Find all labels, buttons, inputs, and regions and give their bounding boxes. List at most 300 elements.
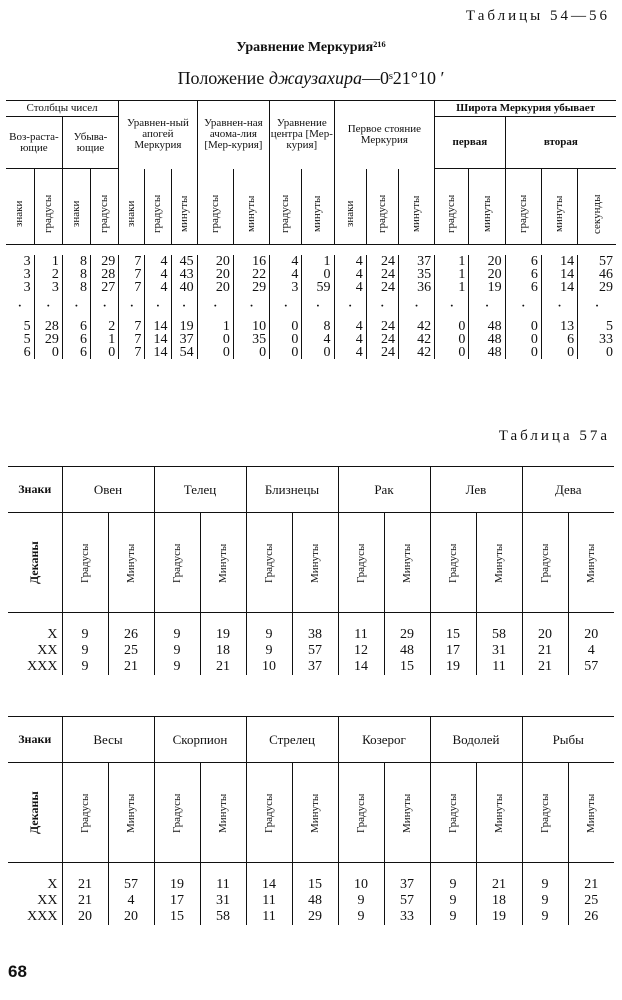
cell: 0 [197,346,233,359]
column-header: градусы [516,194,529,234]
cell: 17 [430,643,476,659]
cell: 14 [338,659,384,675]
column-header: минуты [177,195,190,233]
cell: 6 [23,344,31,360]
ellipsis-dot: · [145,294,171,320]
cell: 4 [302,333,334,346]
cell: 57 [384,893,430,909]
cell: 20 [469,255,505,268]
cell: 15 [154,909,200,925]
cell: 31 [200,893,246,909]
column-header: градусы [98,194,111,234]
cell: 33 [384,909,430,925]
cell: 21 [62,893,108,909]
cell: 48 [384,643,430,659]
cell: 48 [469,320,505,333]
cell: 19 [171,320,197,333]
cell: 24 [366,346,398,359]
cell: 1 [197,320,233,333]
decan-label: XX [37,892,58,908]
cell: 25 [568,893,614,909]
cell: 1 [91,333,119,346]
cell: 20 [568,627,614,643]
cell: 4 [334,281,366,294]
cell: 5 [23,331,31,347]
cell: 9 [154,627,200,643]
cell: 17 [154,893,200,909]
sign-header: Телец [154,467,246,513]
cell: 38 [292,627,338,643]
minutes-header: Минуты [401,542,413,583]
cell: 4 [334,333,366,346]
ellipsis-dot: · [469,294,505,320]
decan-label: XXX [27,908,58,924]
cell: 11 [338,627,384,643]
cell: 20 [469,268,505,281]
cell: 4 [145,255,171,268]
cell: 0 [541,346,577,359]
cell: 19 [154,877,200,893]
cell: 6 [62,346,90,359]
column-header: минуты [311,195,324,233]
cell: 6 [62,320,90,333]
cell: 11 [476,659,522,675]
cell: 19 [476,909,522,925]
cell: 4 [145,281,171,294]
cell: 4 [334,268,366,281]
cell: 27 [91,281,119,294]
cell: 7 [119,281,145,294]
minutes-header: Минуты [585,792,598,833]
cell: 4 [270,255,302,268]
sign-header: Весы [62,717,154,763]
cell: 42 [398,333,434,346]
tables-range-label: Таблицы 54—56 [465,8,610,24]
cell: 9 [62,643,108,659]
group-header-latitude: Широта Меркурия убывает [435,101,616,117]
cell: 29 [384,627,430,643]
cell: 3 [34,281,62,294]
group-header-apogee: Уравнен-ный апогей Меркурия [119,101,197,169]
decan-label: X [47,876,58,892]
signs-label: Знаки [8,717,62,763]
cell: 43 [171,268,197,281]
sub-header-decreasing: Убыва-ющие [62,117,118,169]
cell: 3 [270,281,302,294]
table-row [8,877,614,893]
group-header-station: Первое стояние Меркурия [334,101,435,169]
cell: 1 [435,268,469,281]
ellipsis-dot: · [505,294,541,320]
minutes-header: Минуты [217,792,229,833]
column-header: градусы [445,194,458,234]
cell: 3 [23,253,31,269]
column-header: градусы [375,194,388,234]
cell: 0 [505,333,541,346]
cell: 26 [568,909,614,925]
cell: 25 [108,643,154,659]
column-header: знаки [343,200,356,228]
table-row [8,893,614,909]
subtitle [0,68,622,89]
table-row [8,627,614,643]
cell: 10 [233,320,269,333]
table-row [6,268,616,281]
cell: 9 [522,877,568,893]
cell: 35 [398,268,434,281]
ellipsis-dot: · [62,294,90,320]
column-header: минуты [552,195,565,233]
degrees-header: Градусы [447,792,459,833]
cell: 11 [200,877,246,893]
degrees-header: Градусы [263,792,275,833]
degrees-header: Градусы [539,792,551,833]
cell: 4 [334,346,366,359]
cell: 6 [541,333,577,346]
minutes-header: Минуты [493,542,505,583]
ellipsis-dot: · [270,294,302,320]
cell: 37 [384,877,430,893]
decans-label: Деканы [27,541,42,584]
degrees-header: Градусы [79,542,91,583]
minutes-header: Минуты [309,792,321,833]
ellipsis-dot: · [17,297,23,315]
cell: 4 [568,643,614,659]
sign-header: Овен [62,467,154,513]
page-title: Уравнение Меркурия²¹⁶ [236,40,386,55]
table-row [6,346,616,359]
table-row [8,659,614,675]
cell: 20 [197,268,233,281]
cell: 6 [505,268,541,281]
cell: 57 [108,877,154,893]
cell: 19 [430,659,476,675]
cell: 58 [200,909,246,925]
degrees-header: Градусы [539,542,551,583]
cell: 29 [578,281,616,294]
sign-header: Стрелец [246,717,338,763]
cell: 26 [108,627,154,643]
cell: 6 [505,281,541,294]
sub-header-first: первая [435,117,505,169]
cell: 9 [430,877,476,893]
subtitle-value: —0ˢ21°10 ′ [361,68,445,88]
cell: 0 [505,320,541,333]
group-header-center: Уравнение центра [Мер-курия] [270,101,334,169]
cell: 21 [522,659,568,675]
cell: 19 [200,627,246,643]
cell: 9 [430,909,476,925]
sign-header: Рыбы [522,717,614,763]
cell: 21 [568,877,614,893]
cell: 18 [200,643,246,659]
cell: 5 [578,320,616,333]
sub-header-increasing: Воз-раста-ющие [6,117,62,169]
sign-header: Козерог [338,717,430,763]
cell: 6 [505,255,541,268]
signs-label: Знаки [8,467,62,513]
cell: 9 [338,909,384,925]
cell: 48 [292,893,338,909]
cell: 24 [366,320,398,333]
ellipsis-dot: · [398,294,434,320]
table-row [6,320,616,333]
cell: 7 [119,255,145,268]
cell: 14 [541,268,577,281]
cell: 10 [246,659,292,675]
cell: 29 [233,281,269,294]
ellipsis-dot: · [171,294,197,320]
cell: 2 [34,268,62,281]
cell: 4 [334,255,366,268]
minutes-header: Минуты [125,792,137,833]
degrees-header: Градусы [171,542,183,583]
cell: 58 [476,627,522,643]
cell: 0 [435,320,469,333]
cell: 7 [119,320,145,333]
cell: 45 [171,255,197,268]
cell: 21 [476,877,522,893]
cell: 3 [23,279,31,295]
cell: 36 [398,281,434,294]
column-header: минуты [245,195,257,233]
cell: 48 [469,346,505,359]
decans-label: Деканы [27,791,42,834]
decan-label: XXX [27,658,58,674]
minutes-header: Минуты [125,542,137,583]
minutes-header: Минуты [493,792,505,833]
cell: 29 [91,255,119,268]
cell: 8 [62,281,90,294]
table-row [8,643,614,659]
cell: 5 [23,318,31,334]
cell: 19 [469,281,505,294]
degrees-header: Градусы [263,542,275,583]
cell: 21 [200,659,246,675]
cell: 15 [292,877,338,893]
subtitle-prefix: Положение [177,68,269,88]
ellipsis-dot: · [578,294,616,320]
cell: 3 [23,266,31,282]
cell: 48 [469,333,505,346]
cell: 0 [197,333,233,346]
cell: 9 [338,893,384,909]
cell: 6 [62,333,90,346]
cell: 11 [246,909,292,925]
cell: 4 [108,893,154,909]
cell: 40 [171,281,197,294]
cell: 57 [578,255,616,268]
sign-header: Лев [430,467,522,513]
sub-header-second: вторая [505,117,616,169]
degrees-header: Градусы [447,542,459,583]
cell: 14 [145,320,171,333]
column-header: знаки [69,200,82,228]
sign-header: Близнецы [246,467,338,513]
cell: 9 [154,659,200,675]
cell: 0 [302,268,334,281]
cell: 1 [302,255,334,268]
cell: 28 [91,268,119,281]
cell: 59 [302,281,334,294]
cell: 21 [108,659,154,675]
cell: 0 [270,346,302,359]
table-57a-label: Таблица 57а [498,428,610,444]
sign-header: Рак [338,467,430,513]
column-header: знаки [125,200,138,228]
cell: 21 [522,643,568,659]
table-row [6,255,616,268]
ellipsis-dot: · [435,294,469,320]
group-header-anomaly: Уравнен-ная ачома-лия [Мер-курия] [197,101,269,169]
cell: 9 [154,643,200,659]
cell: 24 [366,281,398,294]
cell: 37 [292,659,338,675]
sign-header: Скорпион [154,717,246,763]
ellipsis-dot: · [119,294,145,320]
cell: 0 [270,333,302,346]
cell: 13 [541,320,577,333]
column-header: секунды [590,194,603,234]
cell: 1 [435,255,469,268]
column-header: градусы [41,194,54,234]
cell: 0 [34,346,62,359]
ellipsis-dot: · [233,294,269,320]
sign-header: Дева [522,467,614,513]
decan-label: X [47,626,58,642]
column-header: минуты [410,195,423,233]
cell: 42 [398,320,434,333]
cell: 31 [476,643,522,659]
cell: 54 [171,346,197,359]
ellipsis-dot: · [334,294,366,320]
cell: 24 [366,333,398,346]
cell: 29 [292,909,338,925]
cell: 14 [246,877,292,893]
ellipsis-dot: · [197,294,233,320]
table-row [6,281,616,294]
ellipsis-dot: · [91,294,119,320]
cell: 9 [246,643,292,659]
cell: 20 [522,627,568,643]
cell: 0 [270,320,302,333]
cell: 8 [62,268,90,281]
cell: 33 [578,333,616,346]
degrees-header: Градусы [171,792,183,833]
column-header: градусы [279,194,292,234]
cell: 20 [197,281,233,294]
cell: 37 [171,333,197,346]
ellipsis-dot: · [34,294,62,320]
cell: 20 [108,909,154,925]
cell: 28 [34,320,62,333]
minutes-header: Минуты [585,542,598,583]
ellipsis-dot: · [541,294,577,320]
decans-table-top [8,466,614,675]
table-row [8,909,614,925]
cell: 0 [302,346,334,359]
cell: 0 [435,333,469,346]
cell: 57 [568,659,614,675]
ellipsis-dot: · [302,294,334,320]
cell: 29 [34,333,62,346]
cell: 9 [62,659,108,675]
cell: 9 [246,627,292,643]
cell: 37 [398,255,434,268]
cell: 9 [522,893,568,909]
cell: 42 [398,346,434,359]
cell: 22 [233,268,269,281]
cell: 14 [145,333,171,346]
group-header-columns: Столбцы чисел [6,101,119,117]
cell: 0 [435,346,469,359]
decans-table-bottom [8,716,614,925]
cell: 7 [119,333,145,346]
column-header: минуты [480,195,493,233]
cell: 14 [541,255,577,268]
column-header: знаки [13,200,26,228]
ellipsis-dot: · [366,294,398,320]
degrees-header: Градусы [79,792,91,833]
column-header: градусы [208,194,221,234]
degrees-header: Градусы [355,542,367,583]
cell: 0 [233,346,269,359]
minutes-header: Минуты [401,792,413,833]
subtitle-italic: джаузахира [268,68,362,88]
cell: 20 [62,909,108,925]
cell: 7 [119,268,145,281]
page-number: 68 [8,962,27,981]
cell: 57 [292,643,338,659]
table-row [6,333,616,346]
cell: 24 [366,255,398,268]
cell: 2 [91,320,119,333]
cell: 11 [246,893,292,909]
cell: 15 [384,659,430,675]
cell: 4 [145,268,171,281]
cell: 7 [119,346,145,359]
cell: 20 [197,255,233,268]
cell: 1 [435,281,469,294]
minutes-header: Минуты [309,542,321,583]
cell: 8 [302,320,334,333]
cell: 9 [430,893,476,909]
minutes-header: Минуты [217,542,229,583]
cell: 0 [505,346,541,359]
mercury-equation-table [6,100,616,359]
cell: 21 [62,877,108,893]
cell: 0 [578,346,616,359]
cell: 12 [338,643,384,659]
cell: 14 [145,346,171,359]
decan-label: XX [37,642,58,658]
cell: 4 [270,268,302,281]
cell: 46 [578,268,616,281]
cell: 24 [366,268,398,281]
cell: 18 [476,893,522,909]
cell: 14 [541,281,577,294]
cell: 0 [91,346,119,359]
cell: 16 [233,255,269,268]
cell: 8 [62,255,90,268]
cell: 4 [334,320,366,333]
sign-header: Водолей [430,717,522,763]
cell: 9 [62,627,108,643]
cell: 1 [34,255,62,268]
cell: 10 [338,877,384,893]
cell: 35 [233,333,269,346]
cell: 9 [522,909,568,925]
